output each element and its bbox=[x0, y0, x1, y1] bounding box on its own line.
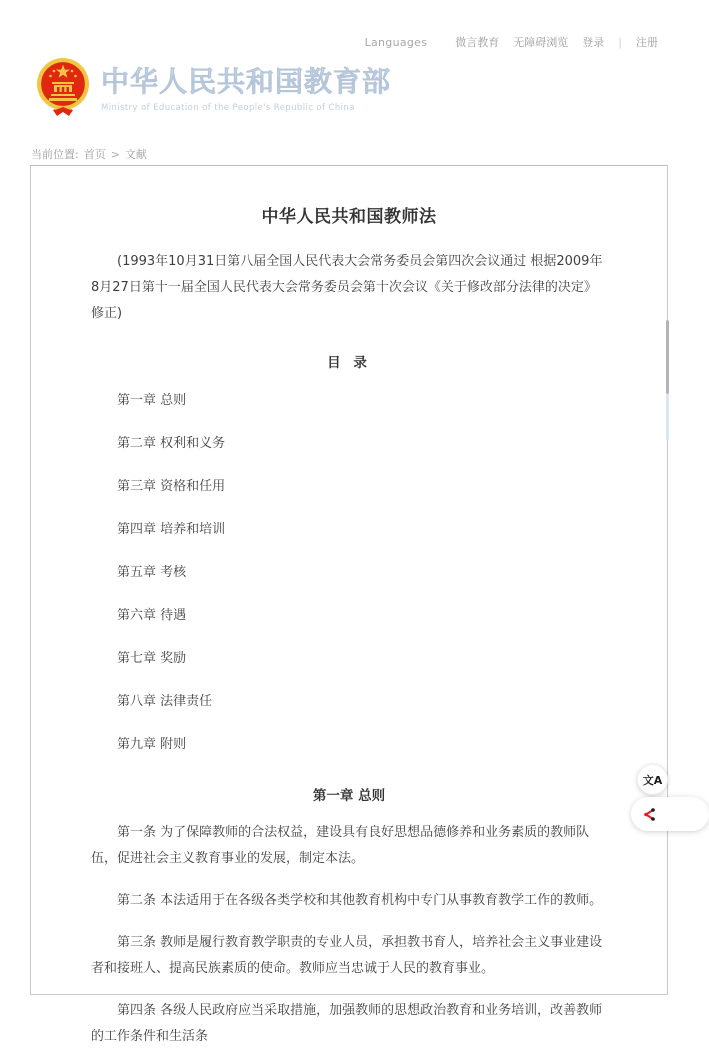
register-link[interactable]: 注册 bbox=[636, 36, 658, 49]
document-title: 中华人民共和国教师法 bbox=[261, 207, 437, 227]
top-utility-bar bbox=[365, 34, 658, 50]
chapter1-heading: 第一章 总则 bbox=[312, 788, 386, 804]
article-1: 第一条 为了保障教师的合法权益，建设具有良好思想品德修养和业务素质的教师队伍，促进社会主义教育事业的发展，制定本法。 bbox=[91, 825, 590, 866]
site-title: 中华人民共和国教育部 bbox=[101, 60, 391, 100]
breadcrumb-separator: > bbox=[110, 147, 120, 161]
toc-heading: 目 录 bbox=[327, 355, 371, 371]
site-header[interactable] bbox=[35, 56, 391, 118]
login-register-divider: | bbox=[618, 35, 622, 49]
toc-item-chapter6: 第六章 待遇 bbox=[117, 608, 187, 623]
national-emblem-icon bbox=[35, 56, 91, 118]
share-icon bbox=[642, 807, 657, 822]
translate-icon: 文A bbox=[642, 773, 663, 787]
toc-item-chapter4: 第四章 培养和培训 bbox=[117, 522, 226, 537]
login-link[interactable]: 登录 bbox=[582, 36, 605, 49]
share-button[interactable] bbox=[631, 797, 709, 831]
toc-item-chapter8: 第八章 法律责任 bbox=[117, 694, 213, 709]
site-title-english: Ministry of Education of the People's Republic of China bbox=[101, 103, 355, 113]
translate-button[interactable] bbox=[637, 764, 668, 795]
scrollbar-track-highlight bbox=[666, 394, 669, 440]
article-2: 第二条 本法适用于在各级各类学校和其他教育机构中专门从事教育教学工作的教师。 bbox=[117, 893, 603, 908]
toc-item-chapter2: 第二章 权利和义务 bbox=[117, 436, 226, 451]
breadcrumb-home-link[interactable]: 首页 bbox=[83, 148, 106, 161]
article-3: 第三条 教师是履行教育教学职责的专业人员，承担教书育人，培养社会主义事业建设者和接班人、提高民族素质的使命。教师应当忠诚于人民的教育事业。 bbox=[91, 935, 603, 976]
toc-item-chapter9: 第九章 附则 bbox=[117, 737, 187, 752]
breadcrumb-current[interactable]: 文献 bbox=[124, 148, 147, 161]
weiyan-education-link[interactable]: 微言教育 bbox=[455, 36, 500, 49]
toc-item-chapter5: 第五章 考核 bbox=[117, 565, 187, 580]
breadcrumb-label: 当前位置: bbox=[31, 148, 79, 161]
toc-item-chapter3: 第三章 资格和任用 bbox=[117, 479, 226, 494]
scrollbar-thumb[interactable] bbox=[666, 320, 669, 394]
article-4: 第四条 各级人民政府应当采取措施，加强教师的思想政治教育和业务培训，改善教师的工作条件和生活条 bbox=[91, 1003, 603, 1044]
site-name-block bbox=[101, 56, 391, 113]
languages-link[interactable]: Languages bbox=[364, 35, 428, 49]
toc-item-chapter1: 第一章 总则 bbox=[117, 393, 187, 408]
document-card bbox=[30, 165, 668, 1044]
document-preamble: (1993年10月31日第八届全国人民代表大会常务委员会第四次会议通过 根据2009年8月27日第十一届全国人民代表大会常务委员会第十次会议《关于修改部分法律的决定》修正) bbox=[91, 254, 603, 321]
breadcrumb bbox=[31, 146, 147, 162]
accessibility-link[interactable]: 无障碍浏览 bbox=[513, 36, 569, 49]
toc-item-chapter7: 第七章 奖励 bbox=[117, 651, 187, 666]
